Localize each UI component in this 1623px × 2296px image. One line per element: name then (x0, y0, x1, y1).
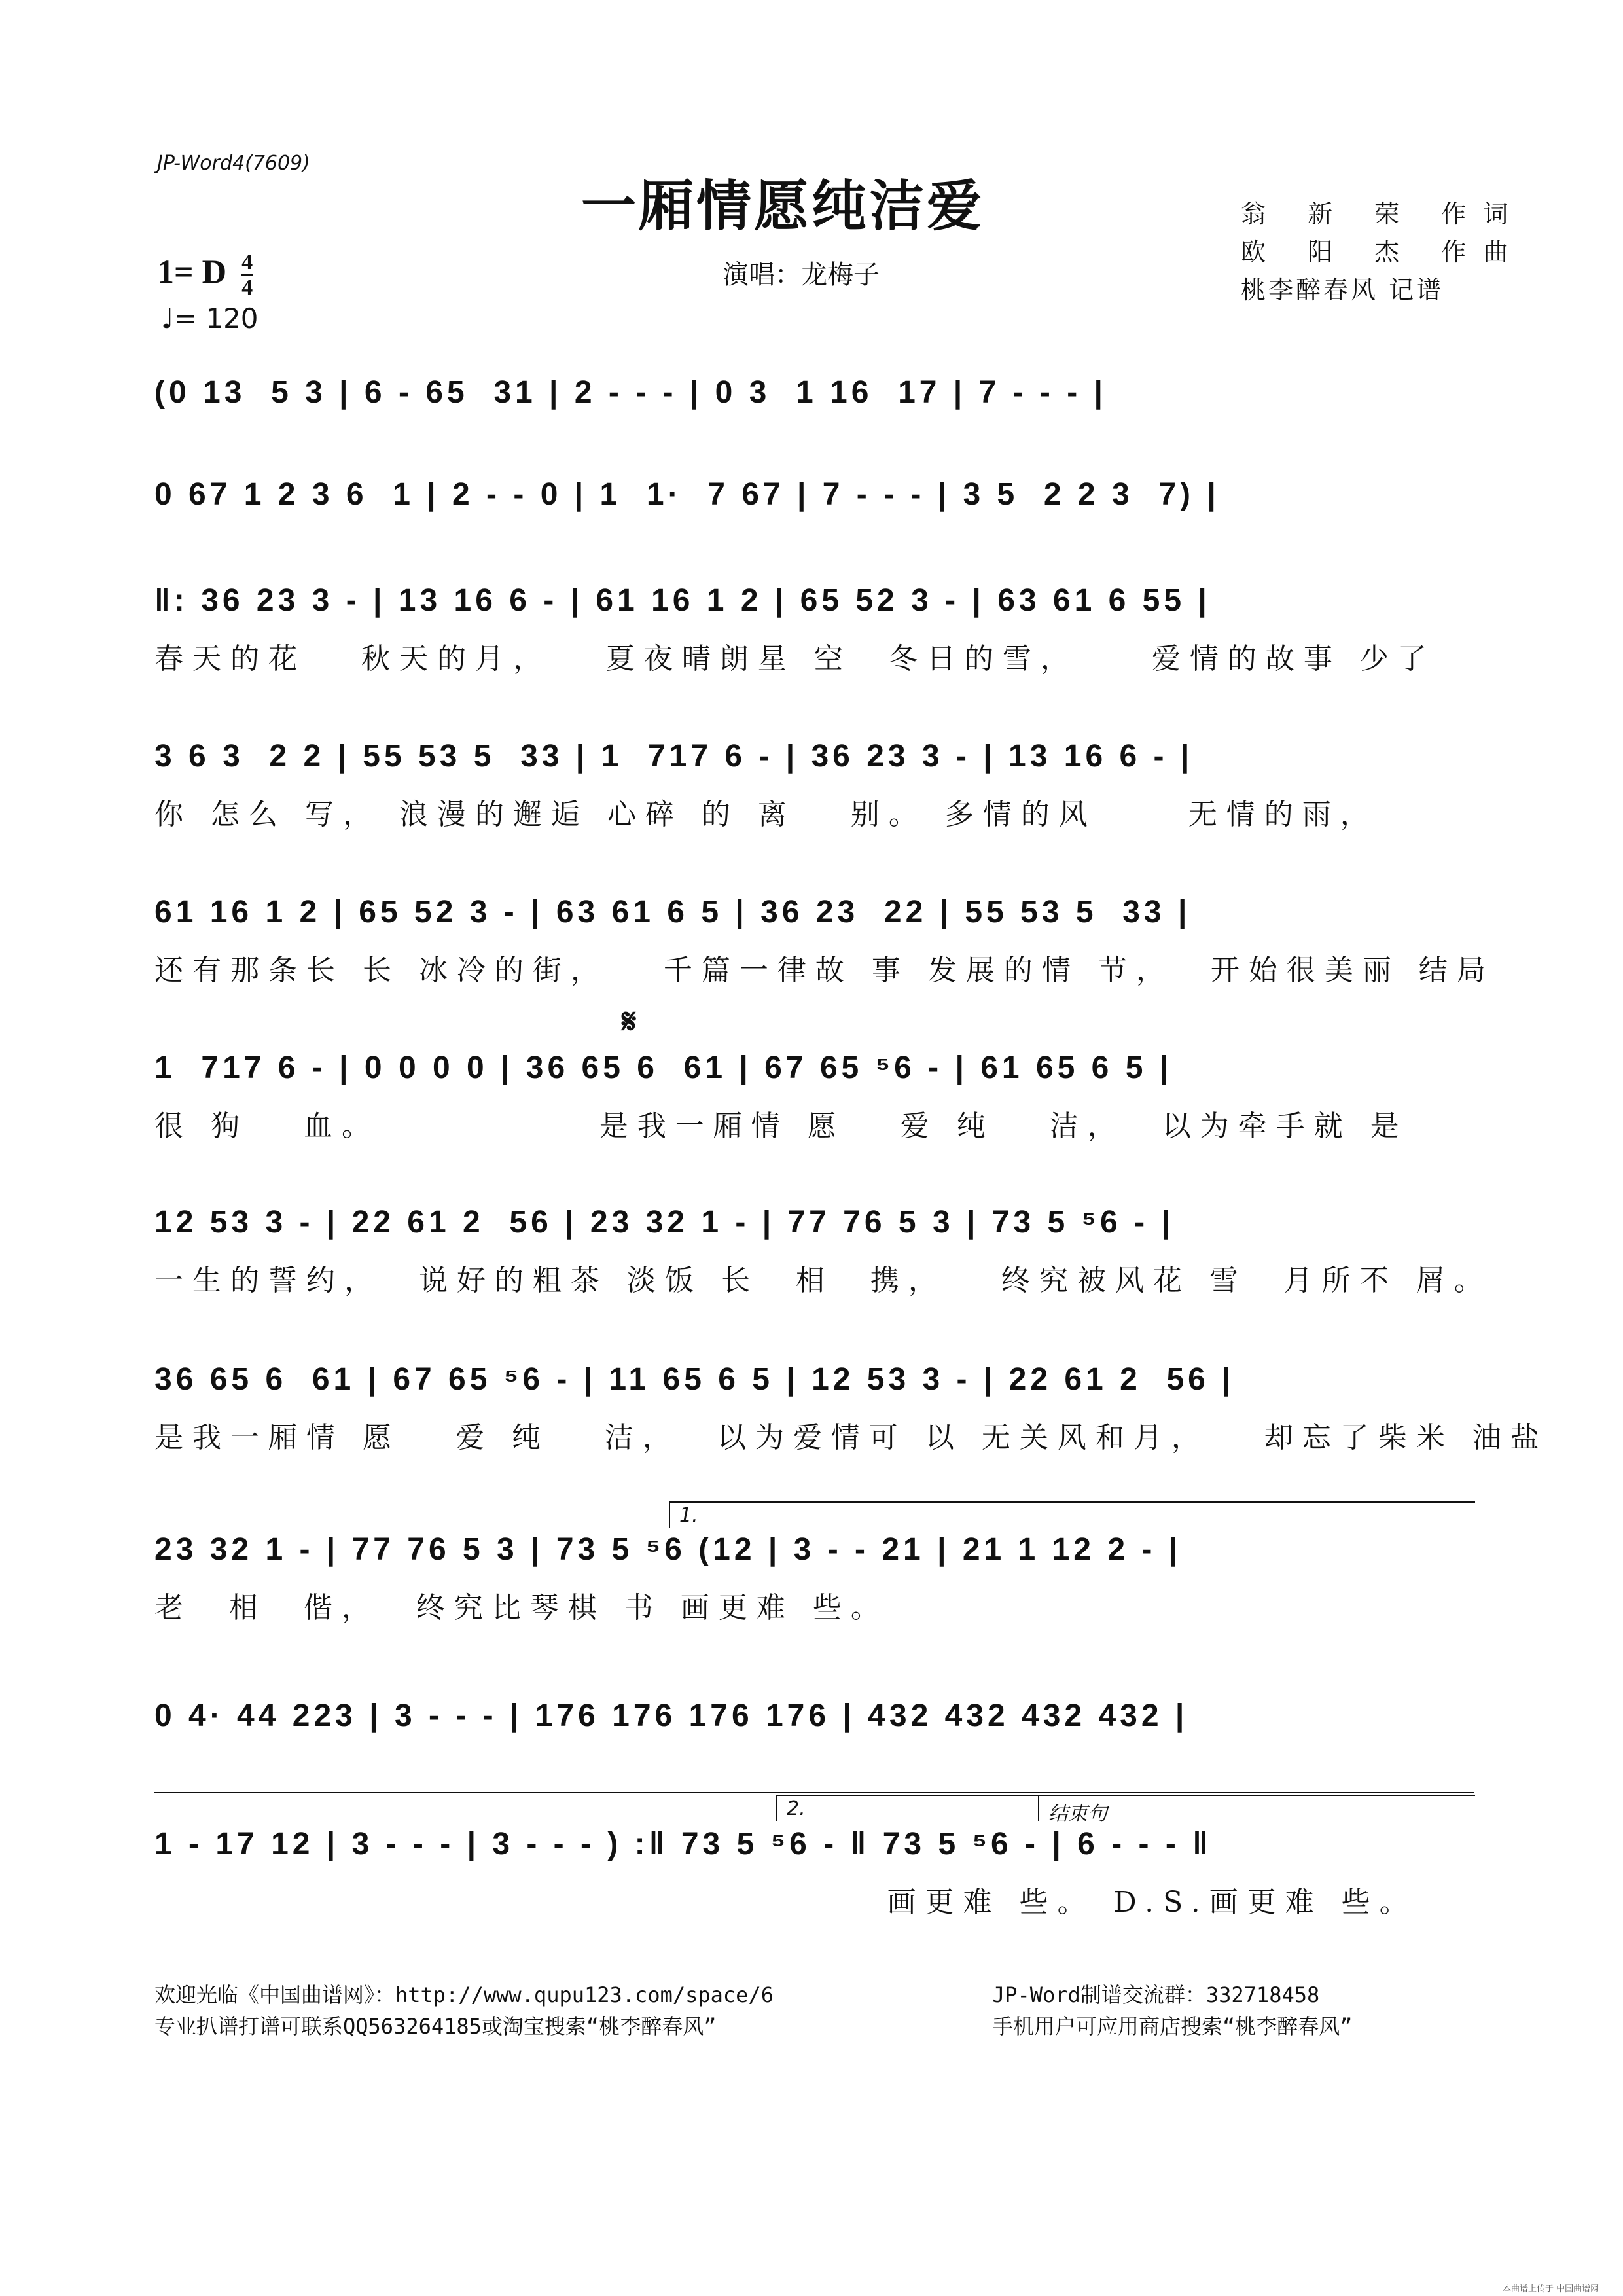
credits (1241, 195, 1525, 309)
footer-group: JP-Word制谱交流群：332718458 (992, 1982, 1320, 2007)
footer-contact: 专业扒谱打谱可联系QQ563264185或淘宝搜索“桃李醉春风” (154, 2014, 717, 2039)
lyricist-credit: 翁 新 荣 作词 (1241, 200, 1525, 228)
notation-line: ‖: 36 23 3 - | 13 16 6 - | 61 16 1 2 | 65 52 3 - | 63 61 6 55 | (154, 583, 1211, 618)
first-ending-bracket (669, 1501, 1475, 1528)
time-bottom: 4 (241, 276, 253, 300)
notation-line: (0 13 5 3 | 6 - 65 31 | 2 - - - | 0 3 1 16 17 | 7 - - - | (154, 375, 1107, 410)
lyric-line: 很 狗 血。 是我一厢情 愿 爱 纯 洁， 以为牵手就 是 (154, 1109, 1408, 1143)
coda-label: 结束句 (1048, 1803, 1107, 1825)
footer-left (154, 1979, 774, 2042)
notation-line: 3 6 3 2 2 | 55 53 5 33 | 1 717 6 - | 36 23 3 - | 13 16 6 - | (154, 739, 1194, 774)
first-ending-label: 1. (679, 1504, 698, 1527)
notation-line: 0 67 1 2 3 6 1 | 2 - - 0 | 1 1· 7 67 | 7 - - - | 3 5 2 2 3 7) | (154, 477, 1220, 512)
segno-icon: 𝄋 (622, 1001, 637, 1041)
software-label: JP-Word4(7609) (157, 152, 310, 175)
lyric-line: 春天的花 秋天的月， 夏夜晴朗星 空 冬日的雪， 爱情的故事 少了 (154, 642, 1436, 675)
notation-line: 12 53 3 - | 22 61 2 56 | 23 32 1 - | 77 76 5 3 | 73 5 ⁵6 - | (154, 1205, 1174, 1240)
footer-website: 欢迎光临《中国曲谱网》：http://www.qupu123.com/space/6 (154, 1982, 774, 2007)
notation-line: 1 - 17 12 | 3 - - - | 3 - - - ) :‖ 73 5 ⁵6 - ‖ 73 5 ⁵6 - | 6 - - - ‖ (154, 1827, 1213, 1861)
lyric-line: 你 怎么 写， 浪漫的邂逅 心碎 的 离 别。 多情的风 无情的雨， (154, 798, 1378, 831)
second-ending-label: 2. (787, 1797, 806, 1820)
system-top-rule (154, 1792, 1474, 1793)
notation-line: 1 717 6 - | 0 0 0 0 | 36 65 6 61 | 67 65 ⁵6 - | 61 65 6 5 | (154, 1050, 1173, 1085)
key-label: 1= D (157, 253, 227, 291)
singer-credit: 演唱：龙梅子 (722, 260, 880, 290)
composer-credit: 欧 阳 杰 作曲 (1241, 238, 1525, 266)
quarter-note-icon: ♩ (161, 302, 174, 334)
coda-bracket (1038, 1795, 1475, 1825)
tempo-value: = 120 (173, 302, 259, 334)
key-signature (157, 251, 253, 299)
song-title: 一厢情愿纯洁爱 (581, 173, 985, 238)
transcriber-credit: 桃李醉春风 记谱 (1241, 276, 1444, 304)
lyric-line: 是我一厢情 愿 爱 纯 洁， 以为爱情可 以 无关风和月， 却忘了柴米 油盐 (154, 1421, 1548, 1454)
notation-line: 0 4· 44 223 | 3 - - - | 176 176 176 176 | 432 432 432 432 | (154, 1698, 1188, 1733)
time-signature (241, 251, 253, 299)
lyric-line: 一生的誓约， 说好的粗茶 淡饭 长 相 携， 终究被风花 雪 月所不 屑。 (154, 1264, 1492, 1297)
tempo-mark (161, 302, 259, 334)
notation-line: 23 32 1 - | 77 76 5 3 | 73 5 ⁵6 (12 | 3 - - 21 | 21 1 12 2 - | (154, 1532, 1182, 1567)
time-top: 4 (241, 250, 253, 274)
footer-right (992, 1979, 1353, 2042)
lyric-line: 还有那条长 长 冰冷的街， 千篇一律故 事 发展的情 节， 开始很美丽 结局 (154, 954, 1495, 987)
second-ending-bracket (776, 1795, 1039, 1821)
corner-watermark: 本曲谱上传于 中国曲谱网 (1503, 2284, 1599, 2294)
notation-line: 36 65 6 61 | 67 65 ⁵6 - | 11 65 6 5 | 12 53 3 - | 22 61 2 56 | (154, 1362, 1235, 1397)
notation-line: 61 16 1 2 | 65 52 3 - | 63 61 6 5 | 36 23 22 | 55 53 5 33 | (154, 895, 1191, 929)
footer-mobile: 手机用户可应用商店搜索“桃李醉春风” (992, 2014, 1353, 2039)
lyric-line: 画更难 些。 D.S.画更难 些。 (154, 1886, 1418, 1919)
lyric-line: 老 相 偕， 终究比琴棋 书 画更难 些。 (154, 1591, 889, 1624)
